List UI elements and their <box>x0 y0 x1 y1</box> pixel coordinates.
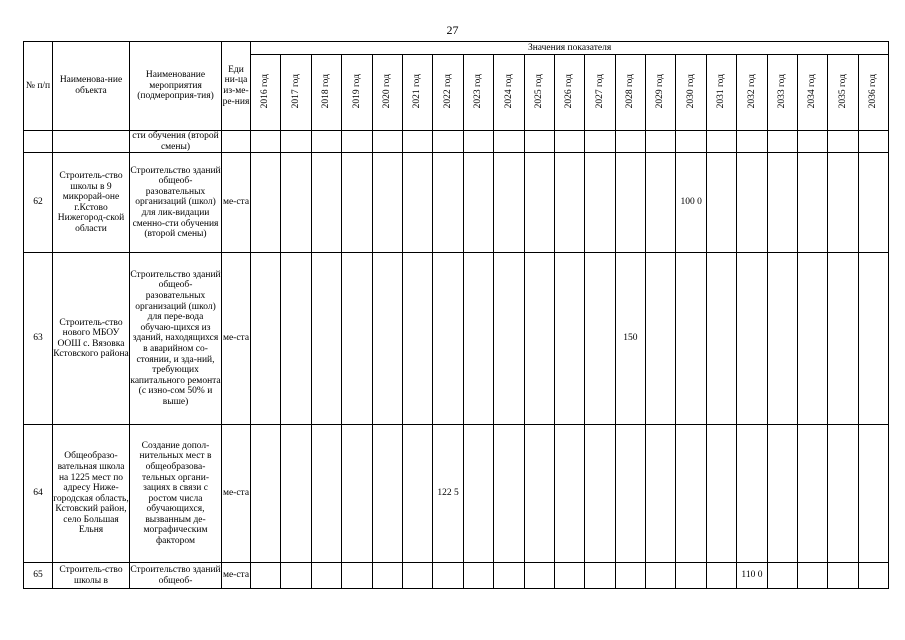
value-cell <box>372 425 402 563</box>
value-cell <box>372 253 402 425</box>
value-cell <box>433 153 463 253</box>
value-cell <box>524 563 554 589</box>
header-year-label: 2027 год <box>594 73 605 108</box>
value-cell: 100 0 <box>676 153 706 253</box>
value-cell <box>767 253 797 425</box>
header-year <box>615 55 645 131</box>
value-cell <box>828 153 858 253</box>
header-year <box>311 55 341 131</box>
header-year <box>433 55 463 131</box>
value-cell <box>402 563 432 589</box>
object-name: Строитель-ство нового МБОУ ООШ с. Вязовка Кстовского района <box>53 253 130 425</box>
value-cell <box>311 425 341 563</box>
value-cell <box>251 425 281 563</box>
value-cell: 150 <box>615 253 645 425</box>
value-cell <box>615 153 645 253</box>
row-number: 65 <box>24 563 53 589</box>
value-cell <box>767 153 797 253</box>
value-cell <box>372 153 402 253</box>
header-year <box>646 55 676 131</box>
value-cell <box>646 131 676 153</box>
value-cell <box>646 425 676 563</box>
value-cell <box>798 153 828 253</box>
measure-name: Строительство зданий общеоб-разовательных организаций (школ) для лик-видации сменно-сти обучения (второй смены) <box>130 153 222 253</box>
value-cell <box>524 153 554 253</box>
value-cell <box>798 563 828 589</box>
value-cell <box>676 253 706 425</box>
value-cell <box>463 563 493 589</box>
header-year <box>494 55 524 131</box>
header-year <box>524 55 554 131</box>
header-year-label: 2031 год <box>716 73 727 108</box>
value-cell <box>311 131 341 153</box>
header-year <box>251 55 281 131</box>
header-values-title: Значения показателя <box>251 42 889 55</box>
value-cell <box>524 425 554 563</box>
value-cell <box>554 425 584 563</box>
header-year-label: 2019 год <box>351 73 362 108</box>
header-year-label: 2032 год <box>746 73 757 108</box>
unit-cell: ме-ста <box>222 253 251 425</box>
value-cell <box>798 253 828 425</box>
value-cell <box>585 153 615 253</box>
header-year-label: 2033 год <box>777 73 788 108</box>
header-year-label: 2022 год <box>442 73 453 108</box>
value-cell <box>767 425 797 563</box>
value-cell <box>251 153 281 253</box>
value-cell <box>767 563 797 589</box>
value-cell <box>737 131 767 153</box>
unit-cell <box>222 131 251 153</box>
header-year <box>737 55 767 131</box>
table-row <box>24 131 889 153</box>
value-cell <box>706 563 736 589</box>
value-cell <box>858 253 888 425</box>
header-year <box>463 55 493 131</box>
header-year <box>676 55 706 131</box>
header-year-label: 2017 год <box>290 73 301 108</box>
header-year-label: 2029 год <box>655 73 666 108</box>
value-cell <box>646 563 676 589</box>
value-cell <box>402 253 432 425</box>
value-cell <box>858 131 888 153</box>
header-year <box>342 55 372 131</box>
value-cell <box>494 131 524 153</box>
indicator-table <box>23 41 889 589</box>
value-cell <box>828 131 858 153</box>
unit-cell: ме-ста <box>222 563 251 589</box>
header-year-label: 2018 год <box>321 73 332 108</box>
value-cell <box>585 131 615 153</box>
value-cell <box>858 425 888 563</box>
header-year <box>585 55 615 131</box>
value-cell <box>433 563 463 589</box>
value-cell <box>463 425 493 563</box>
row-number: 63 <box>24 253 53 425</box>
value-cell: 122 5 <box>433 425 463 563</box>
value-cell <box>706 253 736 425</box>
header-year <box>402 55 432 131</box>
value-cell <box>494 253 524 425</box>
header-year <box>798 55 828 131</box>
value-cell <box>858 563 888 589</box>
header-year <box>706 55 736 131</box>
header-num: № п/п <box>24 42 53 131</box>
value-cell <box>433 131 463 153</box>
value-cell <box>554 131 584 153</box>
value-cell <box>463 253 493 425</box>
value-cell <box>828 425 858 563</box>
value-cell <box>494 563 524 589</box>
value-cell <box>737 425 767 563</box>
header-year-label: 2028 год <box>625 73 636 108</box>
object-name <box>53 131 130 153</box>
value-cell <box>342 563 372 589</box>
value-cell <box>281 563 311 589</box>
header-year-label: 2020 год <box>381 73 392 108</box>
value-cell <box>676 425 706 563</box>
table-row <box>24 425 889 563</box>
value-cell <box>281 131 311 153</box>
header-year-label: 2036 год <box>868 73 879 108</box>
table-row <box>24 153 889 253</box>
header-year <box>828 55 858 131</box>
row-number: 64 <box>24 425 53 563</box>
header-year <box>858 55 888 131</box>
value-cell <box>402 153 432 253</box>
header-year-label: 2035 год <box>837 73 848 108</box>
header-year-label: 2021 год <box>412 73 423 108</box>
header-measure: Наименование мероприятия (подмероприя-тия) <box>130 42 222 131</box>
value-cell <box>798 131 828 153</box>
value-cell <box>433 253 463 425</box>
value-cell <box>281 425 311 563</box>
header-year-label: 2025 год <box>533 73 544 108</box>
value-cell <box>737 253 767 425</box>
value-cell <box>402 425 432 563</box>
value-cell <box>706 131 736 153</box>
header-year-label: 2026 год <box>564 73 575 108</box>
value-cell <box>342 425 372 563</box>
measure-name: Строительство зданий общеоб-разовательных организаций (школ) для пере-вода обучаю-щихся из зданий, находящихся в аварийном со-стоянии, и зда-ний, требующих капитального ремонта (с изно-сом 50% и выше) <box>130 253 222 425</box>
unit-cell: ме-ста <box>222 153 251 253</box>
table-row <box>24 253 889 425</box>
value-cell <box>372 131 402 153</box>
header-year <box>767 55 797 131</box>
value-cell <box>311 253 341 425</box>
value-cell <box>251 253 281 425</box>
value-cell <box>463 153 493 253</box>
header-year <box>372 55 402 131</box>
header-year-label: 2024 год <box>503 73 514 108</box>
header-year <box>281 55 311 131</box>
header-year-label: 2023 год <box>473 73 484 108</box>
object-name: Общеобразо-вательная школа на 1225 мест по адресу Ниже-городская область, Кстовский район, село Большая Ельня <box>53 425 130 563</box>
value-cell <box>737 153 767 253</box>
unit-cell: ме-ста <box>222 425 251 563</box>
value-cell <box>646 153 676 253</box>
header-year-label: 2034 год <box>807 73 818 108</box>
value-cell: 110 0 <box>737 563 767 589</box>
value-cell <box>858 153 888 253</box>
value-cell <box>554 153 584 253</box>
value-cell <box>342 131 372 153</box>
header-unit: Еди ни-ца из-ме-ре-ния <box>222 42 251 131</box>
value-cell <box>554 563 584 589</box>
value-cell <box>251 563 281 589</box>
value-cell <box>281 153 311 253</box>
value-cell <box>342 253 372 425</box>
value-cell <box>281 253 311 425</box>
value-cell <box>524 131 554 153</box>
value-cell <box>494 153 524 253</box>
value-cell <box>767 131 797 153</box>
value-cell <box>494 425 524 563</box>
header-year-label: 2016 год <box>260 73 271 108</box>
value-cell <box>828 563 858 589</box>
value-cell <box>706 425 736 563</box>
value-cell <box>828 253 858 425</box>
header-year-label: 2030 год <box>685 73 696 108</box>
value-cell <box>524 253 554 425</box>
value-cell <box>342 153 372 253</box>
value-cell <box>463 131 493 153</box>
row-number: 62 <box>24 153 53 253</box>
measure-name: Создание допол-нительных мест в общеобразова-тельных органи-зациях в связи с ростом числа обучающихся, вызванным де-мографическим фактором <box>130 425 222 563</box>
value-cell <box>311 153 341 253</box>
object-name: Строитель-ство школы в <box>53 563 130 589</box>
row-number <box>24 131 53 153</box>
value-cell <box>372 563 402 589</box>
value-cell <box>706 153 736 253</box>
value-cell <box>676 563 706 589</box>
header-year <box>554 55 584 131</box>
value-cell <box>585 563 615 589</box>
value-cell <box>251 131 281 153</box>
header-object: Наименова-ние объекта <box>53 42 130 131</box>
value-cell <box>554 253 584 425</box>
measure-name: сти обучения (второй смены) <box>130 131 222 153</box>
value-cell <box>585 253 615 425</box>
value-cell <box>676 131 706 153</box>
value-cell <box>646 253 676 425</box>
value-cell <box>402 131 432 153</box>
value-cell <box>798 425 828 563</box>
value-cell <box>615 563 645 589</box>
table-row <box>24 563 889 589</box>
value-cell <box>615 131 645 153</box>
value-cell <box>615 425 645 563</box>
value-cell <box>311 563 341 589</box>
measure-name: Строительство зданий общеоб- <box>130 563 222 589</box>
object-name: Строитель-ство школы в 9 микрорай-оне г.Кстово Нижегород-ской области <box>53 153 130 253</box>
value-cell <box>585 425 615 563</box>
page-number: 27 <box>446 23 459 37</box>
